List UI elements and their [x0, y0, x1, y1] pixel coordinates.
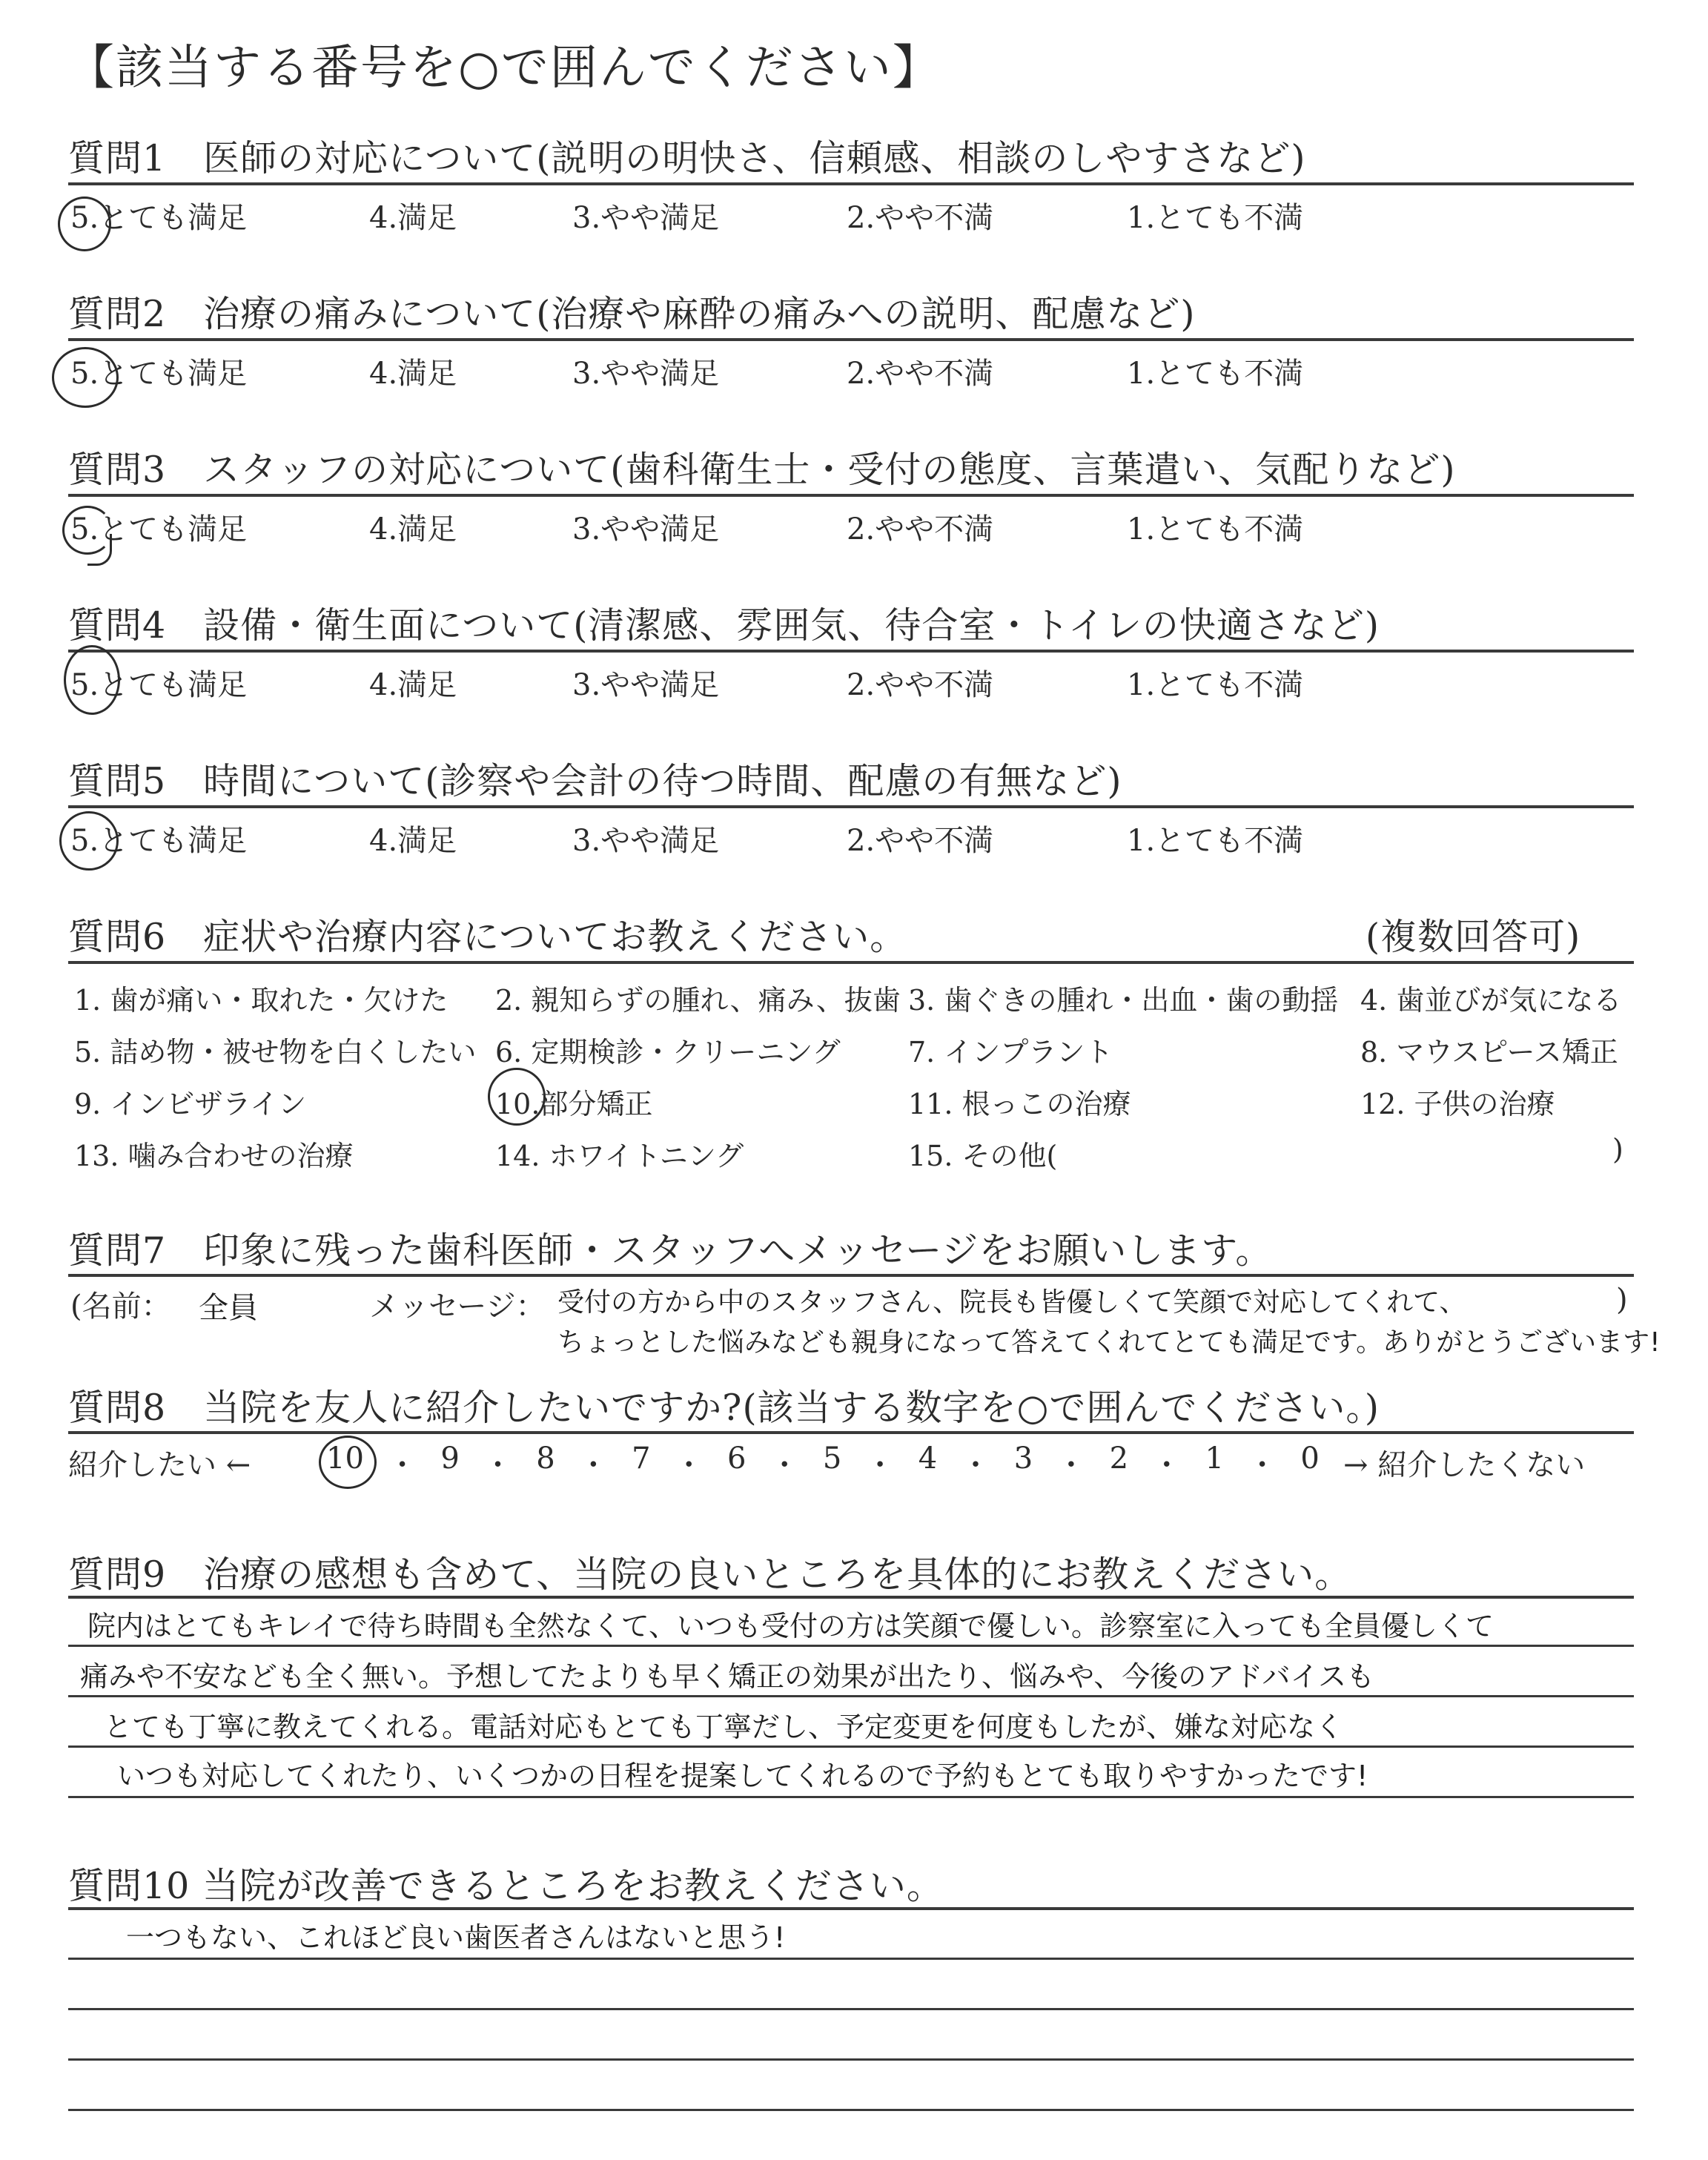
q8-scale-10[interactable]: 10: [326, 1441, 364, 1476]
q9-title: 質問9 治療の感想も含めて、当院の良いところを具体的にお教えください。: [68, 1553, 1352, 1596]
q1-selection-circle: [58, 196, 111, 251]
q6-item-9[interactable]: 9. インビザライン: [74, 1088, 307, 1120]
q10-rule-0: [68, 1907, 1634, 1910]
q6-item-2[interactable]: 2. 親知らずの腫れ、痛み、抜歯: [495, 984, 901, 1017]
q3-option-3[interactable]: 3.やや満足: [572, 512, 720, 546]
q9-rule-3: [68, 1745, 1634, 1748]
q10-rule-1: [68, 1958, 1634, 1960]
q10-line-1[interactable]: 一つもない、これほど良い歯医者さんはないと思う!: [126, 1921, 786, 1954]
q8-scale-3[interactable]: 3: [1013, 1441, 1033, 1476]
q8-scale-7[interactable]: 7: [632, 1441, 651, 1476]
q9-rule-2: [68, 1695, 1634, 1697]
q3-option-4[interactable]: 4.満足: [369, 512, 457, 546]
q2-option-5[interactable]: 5.とても満足: [70, 357, 248, 391]
q8-left-label: 紹介したい ←: [68, 1448, 251, 1482]
q8-dot: ・: [1056, 1448, 1086, 1482]
q6-item-13[interactable]: 13. 噛み合わせの治療: [74, 1140, 354, 1172]
q9-rule-4: [68, 1796, 1634, 1798]
q8-dot: ・: [960, 1448, 990, 1482]
q2-option-4[interactable]: 4.満足: [369, 357, 457, 391]
q3-selection-stroke: [87, 534, 112, 566]
q6-item-4[interactable]: 4. 歯並びが気になる: [1360, 984, 1622, 1017]
q4-option-5[interactable]: 5.とても満足: [70, 668, 248, 702]
q8-scale-0[interactable]: 0: [1300, 1441, 1320, 1476]
q1-option-1[interactable]: 1.とても不満: [1127, 201, 1304, 235]
q2-rule: [68, 338, 1634, 341]
q9-rule-0: [68, 1596, 1634, 1599]
q4-title: 質問4 設備・衛生面について(清潔感、雰囲気、待合室・トイレの快適さなど): [68, 604, 1380, 647]
q2-option-1[interactable]: 1.とても不満: [1127, 357, 1304, 391]
q4-option-4[interactable]: 4.満足: [369, 668, 457, 702]
q6-item-15-close: ): [1612, 1133, 1623, 1166]
q7-name-value[interactable]: 全員: [199, 1291, 258, 1325]
q8-rule: [68, 1431, 1634, 1434]
q6-item-3[interactable]: 3. 歯ぐきの腫れ・出血・歯の動揺: [908, 984, 1339, 1017]
q6-item-10[interactable]: 10.部分矯正: [495, 1088, 653, 1120]
q6-item-1[interactable]: 1. 歯が痛い・取れた・欠けた: [74, 984, 448, 1017]
q7-message-label: メッセージ：: [369, 1289, 546, 1324]
q8-right-label: → 紹介したくない: [1343, 1448, 1586, 1482]
q7-title: 質問7 印象に残った歯科医師・スタッフへメッセージをお願いします。: [68, 1229, 1273, 1272]
q8-dot: ・: [1247, 1448, 1277, 1482]
q6-item-5[interactable]: 5. 詰め物・被せ物を白くしたい: [74, 1036, 477, 1069]
q5-option-3[interactable]: 3.やや満足: [572, 824, 720, 858]
q5-selection-circle: [59, 811, 119, 871]
q10-rule-4: [68, 2109, 1634, 2111]
q7-rule: [68, 1274, 1634, 1277]
q10-rule-3: [68, 2058, 1634, 2061]
q6-item-8[interactable]: 8. マウスピース矯正: [1360, 1036, 1618, 1069]
q2-option-2[interactable]: 2.やや不満: [847, 357, 994, 391]
q8-scale-4[interactable]: 4: [918, 1441, 938, 1476]
q4-rule: [68, 650, 1634, 653]
q1-option-4[interactable]: 4.満足: [369, 201, 457, 235]
q8-dot: ・: [578, 1448, 609, 1482]
q8-dot: ・: [1151, 1448, 1182, 1482]
q3-rule: [68, 494, 1634, 497]
q1-option-3[interactable]: 3.やや満足: [572, 201, 720, 235]
q1-title: 質問1 医師の対応について(説明の明快さ、信頼感、相談のしやすさなど): [68, 137, 1306, 179]
q5-option-4[interactable]: 4.満足: [369, 824, 457, 858]
q5-rule: [68, 805, 1634, 808]
q2-selection-circle: [52, 347, 119, 408]
q6-item-14[interactable]: 14. ホワイトニング: [495, 1140, 744, 1172]
q8-dot: ・: [674, 1448, 704, 1482]
q5-title: 質問5 時間について(診察や会計の待つ時間、配慮の有無など): [68, 760, 1122, 802]
q7-close-paren: ): [1616, 1283, 1628, 1317]
q8-title: 質問8 当院を友人に紹介したいですか?(該当する数字を○で囲んでください。): [68, 1387, 1380, 1429]
q8-scale-1[interactable]: 1: [1205, 1441, 1224, 1476]
q4-selection-circle: [64, 645, 120, 715]
q5-option-5[interactable]: 5.とても満足: [70, 824, 248, 858]
q6-item-11[interactable]: 11. 根っこの治療: [908, 1088, 1131, 1120]
q4-option-3[interactable]: 3.やや満足: [572, 668, 720, 702]
q6-item-15[interactable]: 15. その他(: [908, 1140, 1058, 1172]
q7-message-line-1[interactable]: 受付の方から中のスタッフさん、院長も皆優しくて笑顔で対応してくれて、: [557, 1287, 1466, 1318]
q3-option-2[interactable]: 2.やや不満: [847, 512, 994, 546]
q1-option-2[interactable]: 2.やや不満: [847, 201, 994, 235]
q9-line-2[interactable]: 痛みや不安なども全く無い。予想してたよりも早く矯正の効果が出たり、悩みや、今後のアドバイスも: [80, 1660, 1375, 1693]
q8-dot: ・: [387, 1448, 417, 1482]
q6-rule: [68, 961, 1634, 964]
q9-line-3[interactable]: とても丁寧に教えてくれる。電話対応もとても丁寧だし、予定変更を何度もしたが、嫌な対応なく: [104, 1711, 1344, 1743]
q1-rule: [68, 182, 1634, 185]
q6-selection-circle: [488, 1068, 546, 1126]
q1-option-5[interactable]: 5.とても満足: [70, 201, 248, 235]
q8-scale-8[interactable]: 8: [536, 1441, 555, 1476]
q8-scale-2[interactable]: 2: [1109, 1441, 1129, 1476]
q5-option-2[interactable]: 2.やや不満: [847, 824, 994, 858]
q8-dot: ・: [865, 1448, 896, 1482]
q10-title: 質問10 当院が改善できるところをお教えください。: [68, 1865, 944, 1907]
q6-note: (複数回答可): [1366, 916, 1581, 958]
q3-title: 質問3 スタッフの対応について(歯科衛生士・受付の態度、言葉遣い、気配りなど): [68, 449, 1456, 491]
form-header: 【該当する番号を○で囲んでください】: [67, 41, 941, 96]
q8-scale: [326, 1441, 1320, 1484]
q7-message-line-2[interactable]: ちょっとした悩みなども親身になって答えてくれてとても満足です。ありがとうございます!: [557, 1327, 1661, 1358]
q4-option-2[interactable]: 2.やや不満: [847, 668, 994, 702]
q8-scale-9[interactable]: 9: [440, 1441, 460, 1476]
q8-selection-circle: [319, 1436, 377, 1489]
q6-item-12[interactable]: 12. 子供の治療: [1360, 1088, 1555, 1120]
q6-item-7[interactable]: 7. インプラント: [908, 1036, 1113, 1069]
q2-option-3[interactable]: 3.やや満足: [572, 357, 720, 391]
q9-line-4[interactable]: いつも対応してくれたり、いくつかの日程を提案してくれるので予約もとても取りやすかったです!: [117, 1760, 1368, 1792]
q5-option-1[interactable]: 1.とても不満: [1127, 824, 1304, 858]
q4-option-1[interactable]: 1.とても不満: [1127, 668, 1304, 702]
q6-title: 質問6 症状や治療内容についてお教えください。: [68, 916, 907, 958]
q3-option-5[interactable]: 5.とても満足: [70, 512, 248, 546]
q9-line-1[interactable]: 院内はとてもキレイで待ち時間も全然なくて、いつも受付の方は笑顔で優しい。診察室に入っても全員優しくて: [87, 1610, 1494, 1642]
q8-dot: ・: [483, 1448, 513, 1482]
q8-dot: ・: [769, 1448, 800, 1482]
q10-rule-2: [68, 2008, 1634, 2010]
q3-option-1[interactable]: 1.とても不満: [1127, 512, 1304, 546]
q2-title: 質問2 治療の痛みについて(治療や麻酔の痛みへの説明、配慮など): [68, 293, 1196, 335]
q8-scale-5[interactable]: 5: [822, 1441, 842, 1476]
q6-item-6[interactable]: 6. 定期検診・クリーニング: [495, 1036, 841, 1069]
q7-name-label: (名前：: [70, 1289, 171, 1324]
q8-scale-6[interactable]: 6: [727, 1441, 747, 1476]
q9-rule-1: [68, 1645, 1634, 1647]
